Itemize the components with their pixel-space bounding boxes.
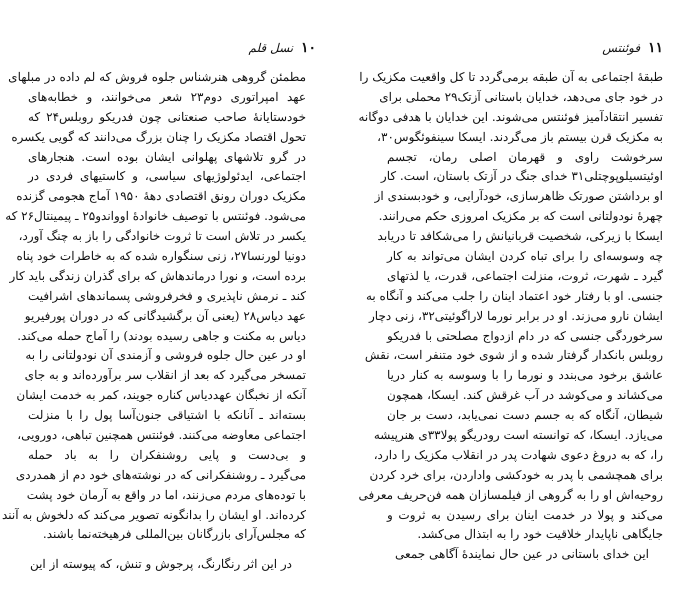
text-line: را، که به دروغ دعوی شهادت پدر در انقلاب مکزیک را دارد، (373, 447, 663, 462)
text-line: اجتماعی، ایدئولوژیهای سیاسی، و کاستیهای فردی در (28, 169, 306, 184)
text-line: جنسی. او با رفتار خود اعتماد اینان را جلب می‌کند و آنگاه به (365, 288, 663, 303)
text-line: خودستایانهٔ صاحب صنعتانی چون فدریکو روبلس۲۴ که (28, 109, 306, 124)
text-line: کرده‌اند. او ایشان را بدانگونه تصویر می‌کند که دلخوش به آنند (2, 507, 306, 522)
text-line: می‌کند و پولا در خدمت اینان برای رسیدن به ثروت و (387, 507, 663, 522)
text-line: طبقهٔ اجتماعی به آن طبقه برمی‌گردد تا کل واقعیت مکزیک را (359, 70, 663, 84)
text-line: برای همچشمی با پدر به خودکشی واداردن، برای خرد کردن (369, 467, 663, 482)
right-page-number: ۱۱ (647, 40, 663, 56)
text-line: اوئیتسیلوپوچتلی۳۱ خدای جنگ در آزتک باستان، است. کار (380, 169, 663, 184)
text-line: می‌یازد. ایسکا، که توانسته است رودریگو پولا۳۳ی هنرپیشه (373, 428, 663, 443)
right-page-header (383, 38, 663, 58)
paragraph-start-line: این خدای باستانی در عین حال نمایندهٔ آگاهی جمعی (395, 547, 649, 562)
text-line: سرخوردگی جنسی که در دام ازدواج مصلحتی با فدریکو (387, 328, 663, 343)
text-line: سرخوشت راوی و قهرمان اصلی رمان، تجسم (387, 149, 663, 164)
text-line: عهد دیاس۲۸ (یعنی آن برگشیدگانی که در دوران پورفیریو (24, 308, 306, 323)
text-line: تحول اقتصاد مکزیک را چنان بزرگ می‌دانند که گویی یکسره (11, 129, 306, 144)
text-line: برده است، و نورا درماندهاش که برای گذران زندگی باید کار (9, 268, 306, 283)
text-line: او برداشتن صورتک ظاهرسازی، خودآرایی، و خودبسندی از (374, 189, 663, 204)
text-line: و بی‌دست و پایی روشنفکران را به باد حمله (28, 447, 306, 462)
text-line: گیرد ـ شهرت، ثروت، منزلت اجتماعی، قدرت، یا لذتهای (387, 268, 663, 283)
text-line: تمسخر می‌گیرد که بعد از انقلاب سر برآورده‌اند و به جای (24, 368, 306, 383)
text-line: مطمئن گروهی هنرشناس جلوه فروش که لم داده در مبلهای (8, 70, 306, 84)
text-line: چه وسوسه‌ای را برای تباه کردن ایشان می‌تواند به کار (387, 249, 663, 264)
right-running-title: فوئنتس (602, 41, 641, 55)
text-line: بسته‌اند ـ آنانکه با اشتیاقی جنون‌آسا پول را با منزلت (28, 408, 306, 423)
text-line: روبلس بانکدار گرفتار شده و از شوی خود متنفر است، نقش (364, 348, 663, 363)
text-line: مکزیک دوران رونق اقتصادی دههٔ ۱۹۵۰ آماج هجومی گزنده (16, 189, 306, 204)
text-line: آنکه از نخبگان عهددیاس کناره جویند، کمر به خدمت ایشان (16, 388, 306, 403)
text-line: عهد امپراتوری دوم۲۳ شعر می‌خوانند، و خطابه‌های (28, 89, 306, 104)
left-page-header (36, 38, 316, 58)
paragraph-gap (28, 545, 306, 555)
text-line: چهرهٔ نودولتانی است که بر مکزیک امروزی حکم می‌رانند. (378, 209, 663, 224)
left-page-text (2, 68, 306, 575)
text-line: ایشان نارو می‌زند. او در برابر نورما لاراگوئیتی۳۲، زنی دچار (369, 308, 663, 323)
text-line: او در عین حال جلوه فروشی و آزمندی آن نودولتانی را به (25, 348, 306, 363)
text-line: دونیا لورنسا۲۷، زنی سنگواره شده که به خاطرات خود پناه (16, 249, 306, 264)
text-line: عاشق برخود می‌بندد و نورما را با وسوسه به کنار دریا (387, 368, 663, 383)
text-line: تفسیر انتقادآمیز فوئنتس می‌شوند. این خدایان با هدفی دوگانه (358, 109, 663, 124)
right-page-text (358, 68, 663, 565)
text-line: کند ـ نرمش ناپذیری و فخرفروشی پسماندهای اشرافیت (28, 288, 306, 303)
right-page (347, 0, 694, 616)
paragraph-end-line: جایگاهی ناپایدار خلاقیت خود را به ابتذال می‌کشد. (417, 527, 663, 542)
left-page-number: ۱۰ (300, 40, 316, 56)
text-line: ایسکا با زیرکی، شخصیت قربانیانش را می‌شکافد تا دریابد (377, 229, 663, 244)
paragraph-start-line: در این اثر رنگارنگ، پرجوش و تنش، که پیوسته از این (29, 557, 292, 572)
text-line: یکسر در تلاش است تا ثروت خانوادگی را باز به چنگ آورد، (18, 229, 306, 244)
text-line: می‌گیرد ـ روشنفکرانی که در نوشته‌های خود دم از همدردی (15, 467, 306, 482)
text-line: دیاس به مکنت و جاهی رسیده بودند) را آماج حمله می‌کند. (17, 328, 306, 343)
paragraph-end-line: که مجلس‌آرای بازرگانان بین‌المللی فرهیخته‌نما باشند. (42, 527, 306, 542)
text-line: می‌کشاند و می‌کوشد در آب غرقش کند. ایسکا، همچون (387, 388, 663, 403)
text-line: شیطان، آنگاه که به جسم دست نمی‌یابد، دست بر جان (387, 408, 663, 423)
left-running-title: نسل قلم (248, 41, 294, 55)
text-line: اجتماعی معاوضه می‌کنند. فوئنتس همچنین تباهی، دورویی، (17, 428, 306, 443)
text-line: روحیه‌اش او را به گروهی از فیلمسازان همه فن‌حریف معرفی (358, 487, 663, 502)
text-line: با توده‌های مردم می‌زنند، اما در واقع به آرمان خود پشت (26, 487, 306, 502)
text-line: در گرو تلاشهای پهلوانی ایشان بوده است. هنجارهای (28, 149, 306, 164)
text-line: در خود جای می‌دهد، خدایان باستانی آزتک۲۹ محملی برای (379, 89, 663, 104)
text-line: به مکزیک قرن بیستم باز می‌گردند. ایسکا سینفوئگوس۳۰، (377, 129, 663, 144)
text-line: می‌شود. فوئنتس با توصیف خانوادهٔ اوواندو۲۵ ـ پیمینتال۲۶ که (5, 209, 306, 224)
